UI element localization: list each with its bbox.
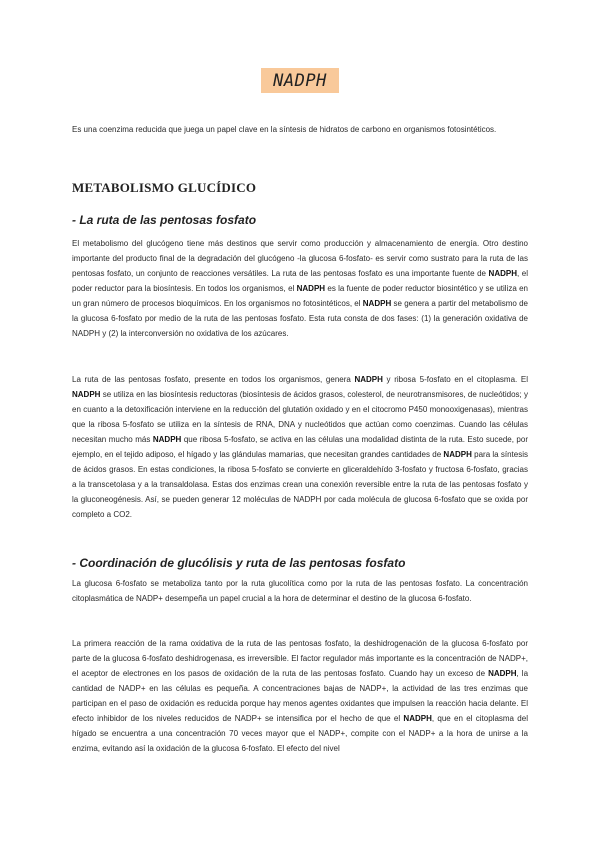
text-run: para la síntesis de ácidos grasos. En estas condiciones, la ribosa 5-fosfato se convierte en gliceraldehído 3-fosfato y fructosa 6-fosfato, gracias a la transcetolasa y a la transaldolasa. Estas dos enzimas crean una conexión reversible entre la ruta de las pentosas fosfato y la gluconeogénesis. Así, se pueden generar 12 moléculas de NADPH por cada molécula de glucosa 6-fosfato que se oxida por completo a CO2. [72, 450, 528, 519]
bold-term: NADPH [443, 450, 472, 459]
paragraph-3: La glucosa 6-fosfato se metaboliza tanto por la ruta glucolítica como por la ruta de las pentosas fosfato. La concentración citoplasmática de NADP+ desempeña un papel crucial a la hora de determinar el destino de la glucosa 6-fosfato. [72, 579, 528, 603]
text-run: El metabolismo del glucógeno tiene más destinos que servir como producción y almacenamiento de energía. Otro destino importante del producto final de la degradación del glucógeno -la glucosa 6-fosfato- es servir como sustrato para la ruta de las pentosas fosfato, un conjunto de reacciones versátiles. La ruta de las pentosas fosfato es una importante fuente de [72, 239, 528, 278]
bold-term: NADPH [354, 375, 383, 384]
text-run: y ribosa 5-fosfato en el citoplasma. El [382, 375, 528, 384]
paragraph-4 [72, 636, 528, 756]
bold-term: NADPH [362, 299, 392, 308]
paragraph-2 [72, 372, 528, 522]
subsection-heading-pentose-pathway: - La ruta de las pentosas fosfato [72, 213, 257, 227]
text-run: se genera a partir del metabolismo de la glucosa 6-fosfato por medio de la ruta de las pentosas fosfato. Esta ruta consta de dos fases: (1) la generación oxidativa de NADPH y (2) la interconversión no oxidativa de los azúcares. [72, 299, 528, 338]
text-run: La ruta de las pentosas fosfato, presente en todos los organismos, genera [72, 375, 355, 384]
page-title: NADPH [261, 68, 339, 93]
bold-term: NADPH [72, 390, 101, 399]
title-container [0, 68, 600, 93]
text-run: que ribosa 5-fosfato, se activa en las células una modalidad distinta de la ruta. Esto sucede, por ejemplo, en el tejido adiposo, el hígado y las glándulas mamarias, que necesitan grandes cantidades de [72, 435, 528, 459]
text-run: , que en el citoplasma del hígado se encuentra a una concentración 70 veces mayor que el NADP+, compite con el NADP+ a la hora de unirse a la enzima, evitando así la oxidación de la glucosa 6-fosfato. El efecto del nivel [72, 714, 528, 753]
text-run: , la cantidad de NADP+ en las células es pequeña. A concentraciones bajas de NADP+, la actividad de las tres enzimas que participan en el paso de oxidación es reducida porque hay menos agentes oxidantes que impulsen la reacción hacia delante. El efecto inhibidor de los niveles reducidos de NADP+ se intensifica por el hecho de que el [72, 669, 529, 723]
paragraph-1 [72, 236, 528, 341]
bold-term: NADPH [152, 435, 182, 444]
bold-term: NADPH [488, 669, 517, 678]
text-run: es la fuente de poder reductor biosintético y se utiliza en un gran número de procesos bioquímicos. En los organismos no fotosintéticos, el [72, 284, 528, 308]
bold-term: NADPH [488, 269, 517, 278]
subsection-heading-coordination: - Coordinación de glucólisis y ruta de las pentosas fosfato [72, 556, 406, 570]
bold-term: NADPH [403, 714, 432, 723]
text-run: se utiliza en las biosíntesis reductoras (biosíntesis de ácidos grasos, colesterol, de neurotransmisores, de nucleótidos; y en cuanto a la detoxificación interviene en la reducción del glutatión oxidado y en el citocromo P450 monooxigenasas), mientras que la ribosa 5-fosfato se utiliza en la síntesis de RNA, DNA y nucleótidos que actúan como coenzimas. Cuando las células necesitan mucho más [72, 390, 528, 444]
bold-term: NADPH [296, 284, 326, 293]
text-run: La primera reacción de la rama oxidativa de la ruta de las pentosas fosfato, la deshidrogenación de la glucosa 6-fosfato por parte de la glucosa 6-fosfato deshidrogenasa, es irreversible. El factor regulador más importante es la concentración de NADP+, el aceptor de electrones en los pasos de oxidación de la ruta de las pentosas fosfato. Cuando hay un exceso de [72, 639, 528, 678]
section-heading: METABOLISMO GLUCÍDICO [72, 180, 257, 195]
text-run: , el poder reductor para la biosíntesis. En todos los organismos, el [72, 269, 529, 293]
intro-paragraph: Es una coenzima reducida que juega un papel clave en la síntesis de hidratos de carbono en organismos fotosintéticos. [72, 125, 497, 134]
